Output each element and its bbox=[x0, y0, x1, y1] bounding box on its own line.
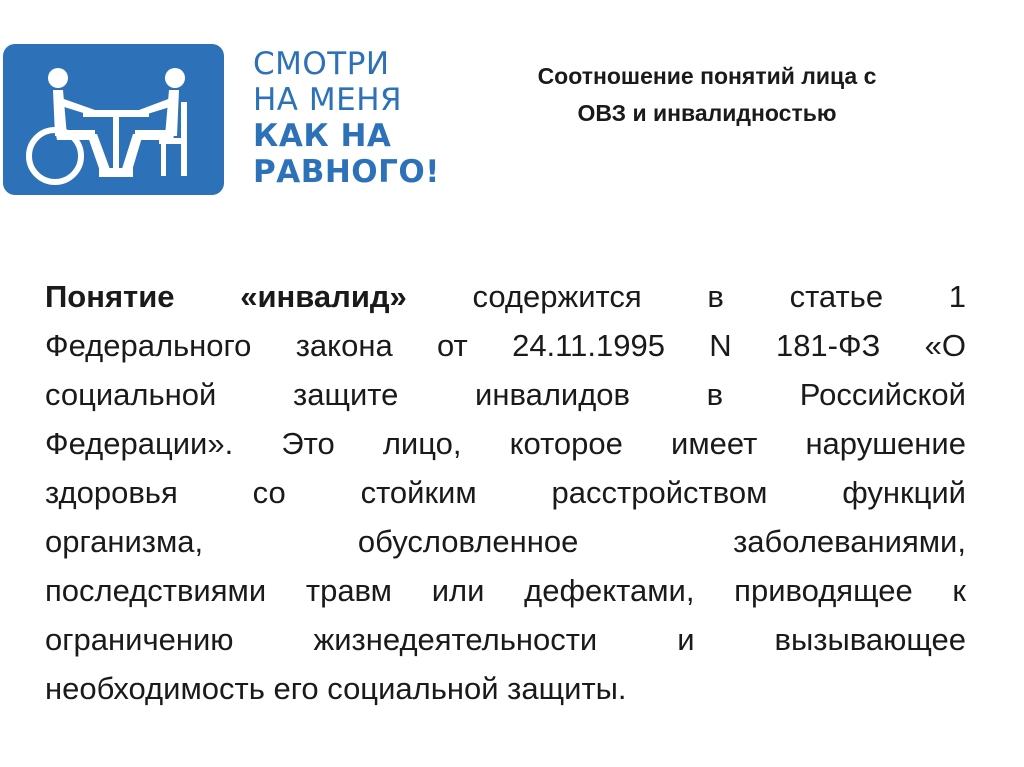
wheelchair-table-people-icon bbox=[3, 44, 224, 195]
logo-box bbox=[3, 44, 224, 195]
paragraph-word: стойким bbox=[360, 475, 477, 510]
paragraph-line bbox=[45, 517, 966, 566]
slogan-line-1: СМОТРИ bbox=[253, 46, 390, 82]
paragraph-word: заболеваниями, bbox=[733, 524, 966, 559]
paragraph-word: вызывающее bbox=[774, 622, 966, 657]
paragraph-word: Федерации». bbox=[45, 426, 234, 461]
paragraph-word: здоровья bbox=[45, 475, 178, 510]
paragraph-line bbox=[45, 615, 966, 664]
paragraph-word: расстройством bbox=[551, 475, 768, 510]
definition-paragraph bbox=[45, 272, 966, 713]
paragraph-word: социальной bbox=[327, 671, 499, 706]
paragraph-word: приводящее bbox=[734, 573, 913, 608]
paragraph-word: «О bbox=[924, 328, 966, 363]
paragraph-line bbox=[45, 321, 966, 370]
paragraph-word: лицо, bbox=[382, 426, 462, 461]
paragraph-word: закона bbox=[295, 328, 393, 363]
paragraph-word: статье bbox=[789, 279, 884, 314]
paragraph-word: в bbox=[706, 377, 724, 412]
paragraph-word: необходимость bbox=[45, 671, 265, 706]
paragraph-word: или bbox=[431, 573, 485, 608]
paragraph-word: социальной bbox=[45, 377, 217, 412]
paragraph-word: ограничению bbox=[45, 622, 234, 657]
paragraph-word: дефектами, bbox=[524, 573, 695, 608]
paragraph-word: 1 bbox=[948, 279, 967, 314]
paragraph-word: организма, bbox=[45, 524, 204, 559]
paragraph-word: обусловленное bbox=[357, 524, 579, 559]
paragraph-line bbox=[45, 419, 966, 468]
slogan-line-4: РАВНОГО! bbox=[253, 154, 440, 190]
paragraph-line bbox=[45, 664, 966, 713]
paragraph-word: 181-ФЗ bbox=[775, 328, 881, 363]
paragraph-word: Федерального bbox=[45, 328, 252, 363]
slogan-line-3: КАК НА bbox=[253, 118, 392, 154]
paragraph-word: которое bbox=[509, 426, 623, 461]
paragraph-word: 24.11.1995 bbox=[512, 328, 665, 363]
paragraph-word: в bbox=[707, 279, 724, 314]
paragraph-word: последствиями bbox=[45, 573, 267, 608]
paragraph-word: N bbox=[709, 328, 732, 363]
paragraph-word: инвалидов bbox=[475, 377, 631, 412]
paragraph-word: «инвалид» bbox=[240, 279, 407, 314]
paragraph-line bbox=[45, 370, 966, 419]
paragraph-word: Это bbox=[281, 426, 335, 461]
paragraph-word: нарушение bbox=[805, 426, 966, 461]
title-line-1: Соотношение понятий лица с bbox=[537, 63, 877, 89]
paragraph-word: травм bbox=[305, 573, 392, 608]
paragraph-word: его bbox=[273, 671, 319, 706]
paragraph-word: жизнедеятельности bbox=[313, 622, 598, 657]
paragraph-word: от bbox=[437, 328, 468, 363]
paragraph-word: защиты. bbox=[507, 671, 627, 706]
paragraph-word: содержится bbox=[472, 279, 642, 314]
slide-title bbox=[462, 58, 952, 132]
logo-slogan bbox=[253, 46, 453, 190]
paragraph-word: Российской bbox=[799, 377, 966, 412]
paragraph-word: функций bbox=[842, 475, 966, 510]
paragraph-line bbox=[45, 272, 966, 321]
paragraph-word: и bbox=[677, 622, 695, 657]
paragraph-word: имеет bbox=[671, 426, 758, 461]
slogan-line-2: НА МЕНЯ bbox=[253, 82, 403, 118]
title-line-2: ОВЗ и инвалидностью bbox=[577, 100, 837, 126]
paragraph-word: со bbox=[252, 475, 286, 510]
paragraph-line bbox=[45, 566, 966, 615]
paragraph-word: защите bbox=[292, 377, 399, 412]
paragraph-word: к bbox=[952, 573, 966, 608]
paragraph-word: Понятие bbox=[45, 279, 175, 314]
paragraph-line bbox=[45, 468, 966, 517]
